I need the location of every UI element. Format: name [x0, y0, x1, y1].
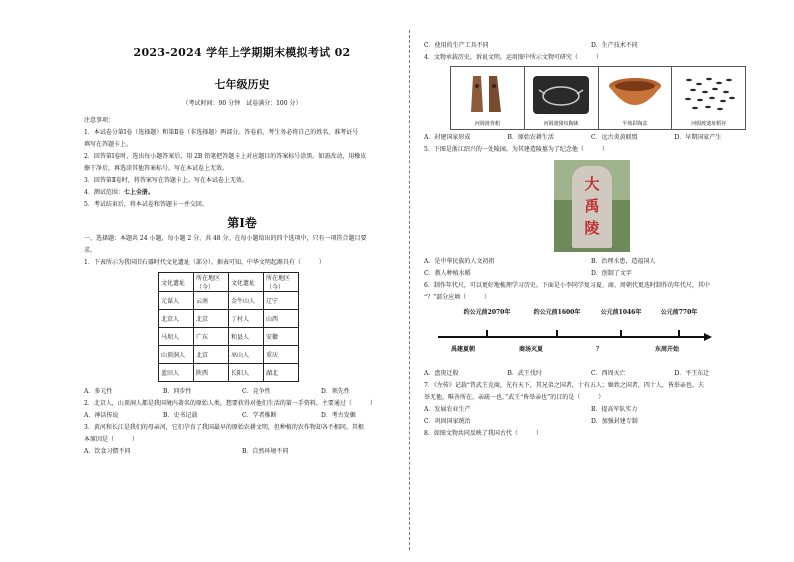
- section-intro: 一、选择题：本题共 24 小题，每小题 2 分，共 48 分。在每小题给出的四个选项中，只有一项符合题目要: [84, 235, 367, 242]
- artifact-caption: 河姆渡骨耜: [474, 121, 500, 127]
- question-stem: 6．制作年代尺，可以更好地梳理学习历史。下面是小李同学复习夏、商、周朝代更迭时制作的年代尺，其中: [424, 282, 710, 289]
- table-cell: 金牛山人: [229, 292, 264, 310]
- option-c[interactable]: C．竞争性: [242, 388, 271, 395]
- option-row: [424, 368, 758, 380]
- option-a[interactable]: A．神话传说: [84, 412, 119, 419]
- artifact-rice-grains: [672, 67, 745, 129]
- option-row: [84, 386, 400, 398]
- table-cell: 蓝田人: [159, 364, 194, 382]
- option-d[interactable]: D．早期国家产生: [674, 134, 722, 141]
- artifact-caption: 半坡彩陶盆: [622, 121, 648, 127]
- option-row: [84, 410, 400, 422]
- option-d[interactable]: D．生产技术不同: [591, 42, 638, 49]
- column-divider: [409, 30, 410, 550]
- pig-bowl-image: [531, 72, 591, 116]
- option-c[interactable]: C．学者推断: [242, 412, 277, 419]
- option-a[interactable]: A．封建国家形成: [424, 134, 471, 141]
- table-row: [159, 273, 299, 292]
- section-intro: 求。: [84, 247, 97, 254]
- artifact-gallery: [450, 66, 746, 130]
- question-5: [424, 144, 758, 280]
- question-3: [84, 422, 400, 458]
- table-cell: 云南: [194, 292, 229, 310]
- question-stem: 1．下表所示为我国旧石器时代文化遗址（部分）。据表可知，中华文明起源具有（ ）: [84, 259, 325, 266]
- option-row: [84, 446, 400, 458]
- option-d[interactable]: D．平王东迁: [674, 370, 710, 377]
- option-b[interactable]: B．武王伐纣: [507, 370, 542, 377]
- dayu-mausoleum-image: [554, 160, 630, 252]
- question-stem: 8．如图文物共同反映了我国古代（ ）: [424, 430, 542, 437]
- option-row: [424, 416, 758, 428]
- question-stem: “？”部分应填（ ）: [424, 294, 491, 301]
- table-row: [159, 364, 299, 382]
- timeline-event: 禹建夏朝: [450, 346, 475, 353]
- table-cell: 马坝人: [159, 328, 194, 346]
- timeline-arrow-icon: [704, 333, 712, 341]
- timeline-date: 约公元前2070年: [463, 309, 511, 316]
- exam-time-info: （考试时间：90 分钟 试卷满分：100 分）: [182, 100, 302, 107]
- table-row: [159, 310, 299, 328]
- note-line: 5．考试结束后，将本试卷和答题卡一并交回。: [84, 201, 208, 208]
- option-b[interactable]: B．同步性: [163, 388, 192, 395]
- note-line: 3．回答第Ⅱ卷时，将答案写在答题卡上。写在本试卷上无效。: [84, 177, 248, 184]
- question-stem: 5．下图是浙江绍兴的一处陵园。为其建造陵墓为了纪念他（ ）: [424, 146, 608, 153]
- notes-heading: 注意事项：: [84, 117, 115, 124]
- question-7: [424, 380, 758, 428]
- artifact-painted-basin: [599, 67, 673, 129]
- artifact-caption: 河姆渡遗址稻谷: [691, 121, 727, 127]
- table-cell: 文化遗址: [159, 273, 194, 292]
- note-scope-value: 七上全册。: [123, 189, 154, 196]
- stele-stone: [572, 166, 612, 248]
- question-stem: 本原因是（ ）: [84, 436, 139, 443]
- table-row: [159, 292, 299, 310]
- note-line: 填写在答题卡上。: [84, 141, 133, 148]
- option-row: [424, 40, 758, 52]
- site-table: [158, 272, 299, 382]
- table-cell: 北京: [194, 310, 229, 328]
- timeline-event: 商汤灭夏: [518, 346, 543, 353]
- question-stem: 3．黄河和长江是我们的母亲河，它们孕育了我国最早的原始农耕文明，但种植的农作物却各不相同。其根: [84, 424, 364, 431]
- question-6: [424, 280, 758, 380]
- table-cell: 文化遗址: [229, 273, 264, 292]
- bone-spade-image: [467, 72, 507, 116]
- table-cell: 北京人: [159, 310, 194, 328]
- table-cell: 安徽: [264, 328, 299, 346]
- table-cell: 重庆: [264, 346, 299, 364]
- right-column: [424, 30, 758, 440]
- option-c[interactable]: C．西周灭亡: [591, 370, 626, 377]
- option-d[interactable]: D．领先性: [321, 388, 350, 395]
- option-a[interactable]: A．是中华民族的人文初祖: [424, 258, 495, 265]
- exam-title: 2023-2024 学年上学期期末模拟考试 02: [133, 46, 351, 59]
- table-cell: 所在地区（今）: [264, 273, 299, 292]
- option-row: [424, 268, 758, 280]
- timeline-date: 公元前770年: [660, 309, 698, 316]
- option-row: [424, 256, 758, 268]
- question-2: [84, 398, 400, 422]
- table-cell: 湖北: [264, 364, 299, 382]
- table-cell: 丁村人: [229, 310, 264, 328]
- timeline-tick: [678, 330, 680, 337]
- option-c[interactable]: C．巩固国家统治: [424, 418, 471, 425]
- table-cell: 辽宁: [264, 292, 299, 310]
- table-row: [159, 328, 299, 346]
- option-row: [424, 132, 758, 144]
- table-cell: 巫山人: [229, 346, 264, 364]
- option-a[interactable]: A．饮食习惯不同: [84, 448, 131, 455]
- artifact-pig-bowl: [525, 67, 599, 129]
- option-c[interactable]: C．使用的生产工具不同: [424, 42, 489, 49]
- table-cell: 和县人: [229, 328, 264, 346]
- note-line: 擦干净后，再选涂其他答案标号。写在本试卷上无效。: [84, 165, 229, 172]
- option-b[interactable]: B．原始农耕生活: [507, 134, 554, 141]
- option-b[interactable]: B．自然环境不同: [242, 448, 289, 455]
- question-stem: 7．《左传》记载“昔武王克商，光有天下，其兄弟之国者，十有五人；姬姓之国者，四十人，皆举亲也。夫: [424, 382, 704, 389]
- timeline-tick: [556, 330, 558, 337]
- timeline-date: 约公元前1600年: [533, 309, 581, 316]
- question-stem: 2．北京人，山顶洞人都是我国境内著名的原始人类，想要获得对他们生活的第一手资料，主要通过（ ）: [84, 400, 376, 407]
- dynasty-timeline: [424, 306, 758, 366]
- table-row: [159, 346, 299, 364]
- table-cell: 所在地区（今）: [194, 273, 229, 292]
- option-row: [424, 404, 758, 416]
- option-c[interactable]: C．教人种植水稻: [424, 270, 471, 277]
- section-title: 第Ⅰ卷: [227, 216, 257, 230]
- artifact-caption: 河姆渡猪纹陶钵: [543, 121, 579, 127]
- question-1: [84, 257, 400, 398]
- note-line: 1．本试卷分第Ⅰ卷（选择题）和第Ⅱ卷（非选择题）两部分。答卷前，考生务必将自己的姓名、准考证号: [84, 129, 359, 136]
- timeline-date: 公元前1046年: [600, 309, 642, 316]
- note-scope: [84, 187, 400, 199]
- option-d[interactable]: D．加强封建专制: [591, 418, 638, 425]
- rice-grains-image: [679, 72, 739, 116]
- exam-subject: 七年级历史: [214, 78, 270, 91]
- table-cell: 广东: [194, 328, 229, 346]
- question-4: [424, 52, 758, 144]
- option-c[interactable]: C．远古炎黄联盟: [591, 134, 638, 141]
- timeline-axis: [438, 336, 706, 338]
- option-a[interactable]: A．多元性: [84, 388, 113, 395]
- timeline-tick: [620, 330, 622, 337]
- table-cell: 元谋人: [159, 292, 194, 310]
- option-a[interactable]: A．盘庚迁殷: [424, 370, 459, 377]
- question-8: [424, 428, 758, 440]
- stele-char: 陵: [584, 219, 600, 237]
- option-b[interactable]: B．提高军队实力: [591, 406, 638, 413]
- left-column: [84, 30, 400, 458]
- note-line: 2．回答第Ⅰ卷时，选出每小题答案后，用 2B 铅笔把答题卡上对应题目的答案标号涂黑。如需改动，用橡皮: [84, 153, 367, 160]
- table-cell: 山西: [264, 310, 299, 328]
- question-stem: 4．文物承载历史，诉说文明。运用图中所示文物可研究（ ）: [424, 54, 602, 61]
- stele-char: 禹: [584, 197, 600, 215]
- timeline-event: 东周开始: [654, 346, 679, 353]
- timeline-tick: [486, 330, 488, 337]
- notes-block: [84, 115, 400, 211]
- question-stem: 举无他，唯善所在，亲疏一也。”武王“皆举亲也”的目的是（ ）: [424, 394, 605, 401]
- option-d[interactable]: D．考古发掘: [321, 412, 356, 419]
- option-b[interactable]: B．史书记载: [163, 412, 198, 419]
- option-a[interactable]: A．发展农业生产: [424, 406, 471, 413]
- table-cell: 长阳人: [229, 364, 264, 382]
- timeline-event: ？: [595, 346, 602, 353]
- option-b[interactable]: B．治理水患，造福国人: [591, 258, 656, 265]
- table-cell: 山顶洞人: [159, 346, 194, 364]
- table-cell: 北京: [194, 346, 229, 364]
- note-scope-prefix: 4．测试范围：: [84, 189, 124, 196]
- stele-char: 大: [584, 175, 600, 193]
- painted-basin-image: [605, 72, 665, 116]
- table-cell: 陕西: [194, 364, 229, 382]
- option-d[interactable]: D．创制了文字: [591, 270, 632, 277]
- artifact-bone-spade: [451, 67, 525, 129]
